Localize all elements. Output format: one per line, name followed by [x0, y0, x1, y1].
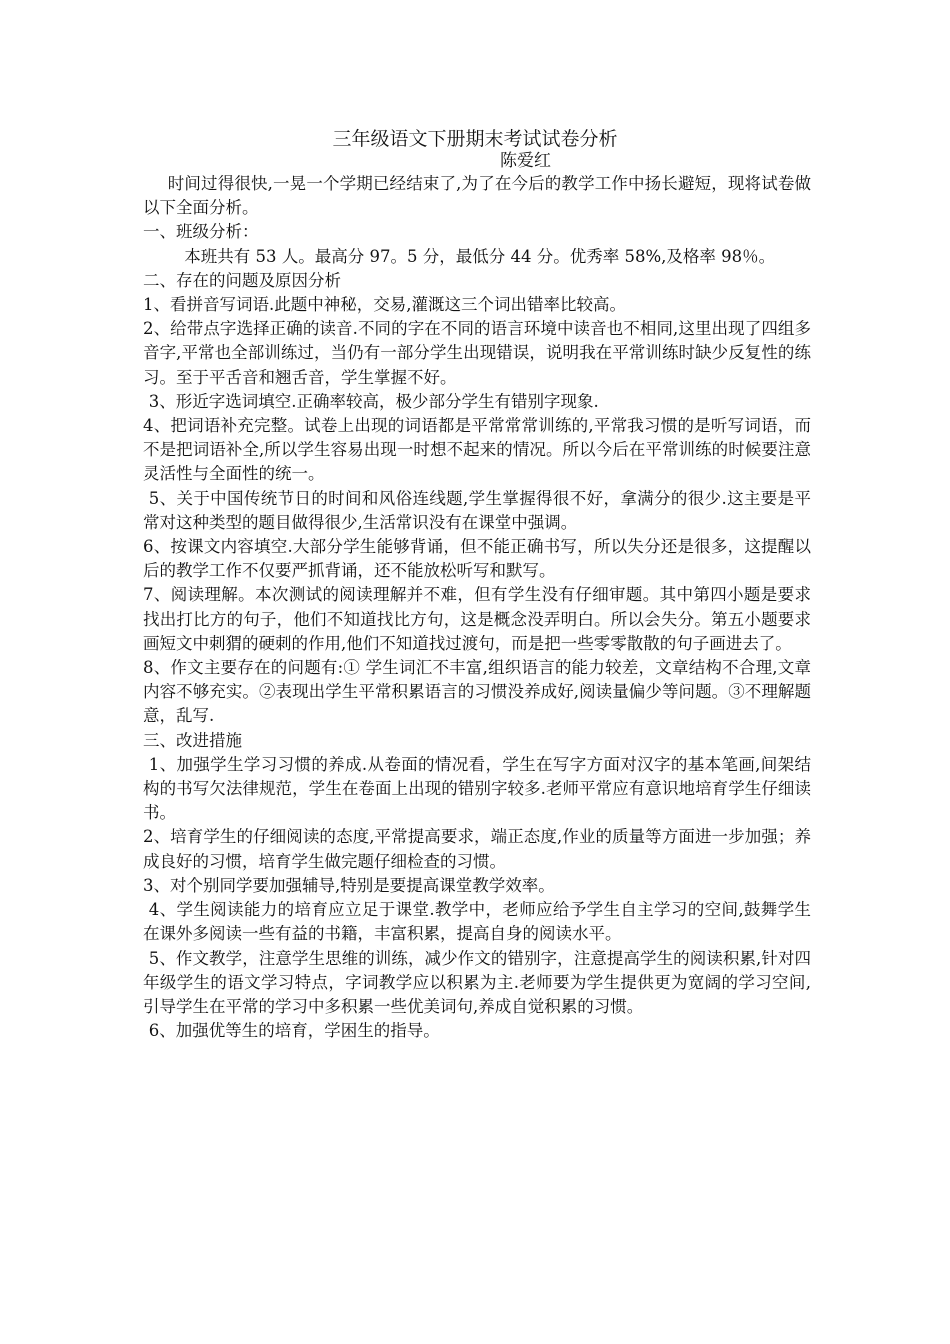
measure-item: 6、加强优等生的培育，学困生的指导。 — [148, 1021, 440, 1041]
measure-item: 3、对个别同学要加强辅导,特别是要提高课堂教学效率。 — [143, 875, 555, 895]
document-author: 陈爱红 — [500, 151, 551, 171]
measure-item: 5、作文教学，注意学生思维的训练，减少作文的错别字，注意提高学生的阅读积累,针对四年级学生的语文学习特点，字词教学应以积累为主.老师要为学生提供更为宽阔的学习空间,引导学生在平常的学习中多积累一些优美词句,养成自觉积累的习惯。 — [143, 948, 811, 1016]
problem-item: 1、看拼音写词语.此题中神秘，交易,灌溉这三个词出错率比较高。 — [143, 295, 626, 315]
measure-item: 1、加强学生学习习惯的养成.从卷面的情况看，学生在写字方面对汉字的基本笔画,间架结构的书写欠法律规范，学生在卷面上出现的错别字较多.老师平常应有意识地培育学生仔细读书。 — [143, 754, 811, 823]
intro-paragraph: 时间过得很快,一晃一个学期已经结束了,为了在今后的教学工作中扬长避短，现将试卷做以下全面分析。 — [143, 174, 811, 218]
measure-item: 2、培育学生的仔细阅读的态度,平常提高要求，端正态度,作业的质量等方面进一步加强；养成良好的习惯，培育学生做完题仔细检查的习惯。 — [143, 827, 811, 871]
section-heading: 三、改进措施 — [143, 730, 242, 750]
problem-item: 5、关于中国传统节日的时间和风俗连线题,学生掌握得很不好，拿满分的很少.这主要是平常对这种类型的题目做得很少,生活常识没有在课堂中强调。 — [143, 488, 811, 532]
problem-item: 4、把词语补充完整。试卷上出现的词语都是平常常常训练的,平常我习惯的是听写词语，而不是把词语补全,所以学生容易出现一时想不起来的情况。所以今后在平常训练的时候要注意灵活性与全面性的统一。 — [143, 416, 811, 484]
measure-item: 4、学生阅读能力的培育应立足于课堂.教学中，老师应给予学生自主学习的空间,鼓舞学生在课外多阅读一些有益的书籍，丰富积累，提高自身的阅读水平。 — [143, 900, 811, 944]
problem-item: 2、给带点字选择正确的读音.不同的字在不同的语言环境中读音也不相同,这里出现了四组多音字,平常也全部训练过，当仍有一部分学生出现错误，说明我在平常训练时缺少反复性的练习。至于平舌音和翘舌音，学生掌握不好。 — [143, 319, 811, 387]
problem-item: 8、作文主要存在的问题有:① 学生词汇不丰富,组织语言的能力较差，文章结构不合理,文章内容不够充实。②表现出学生平常积累语言的习惯没养成好,阅读量偏少等问题。③不理解题意，乱写. — [143, 658, 811, 726]
class-analysis-paragraph: 本班共有 53 人。最高分 97。5 分，最低分 44 分。优秀率 58%,及格率 98％。 — [184, 246, 776, 266]
problem-item: 6、按课文内容填空.大部分学生能够背诵，但不能正确书写，所以失分还是很多，这提醒以后的教学工作不仅要严抓背诵，还不能放松听写和默写。 — [143, 537, 811, 581]
problem-item: 7、阅读理解。本次测试的阅读理解并不难，但有学生没有仔细审题。其中第四小题是要求找出打比方的句子，他们不知道找比方句，这是概念没弄明白。所以会失分。第五小题要求画短文中刺猬的硬刺的作用,他们不知道找过渡句，而是把一些零零散散的句子画进去了。 — [143, 585, 811, 653]
problem-item: 3、形近字选词填空.正确率较高，极少部分学生有错别字现象. — [148, 391, 599, 411]
section-heading: 二、存在的问题及原因分析 — [143, 270, 341, 290]
section-heading: 一、班级分析： — [143, 222, 259, 242]
document-body — [143, 172, 811, 1043]
document-title: 三年级语文下册期末考试试卷分析 — [332, 128, 618, 150]
